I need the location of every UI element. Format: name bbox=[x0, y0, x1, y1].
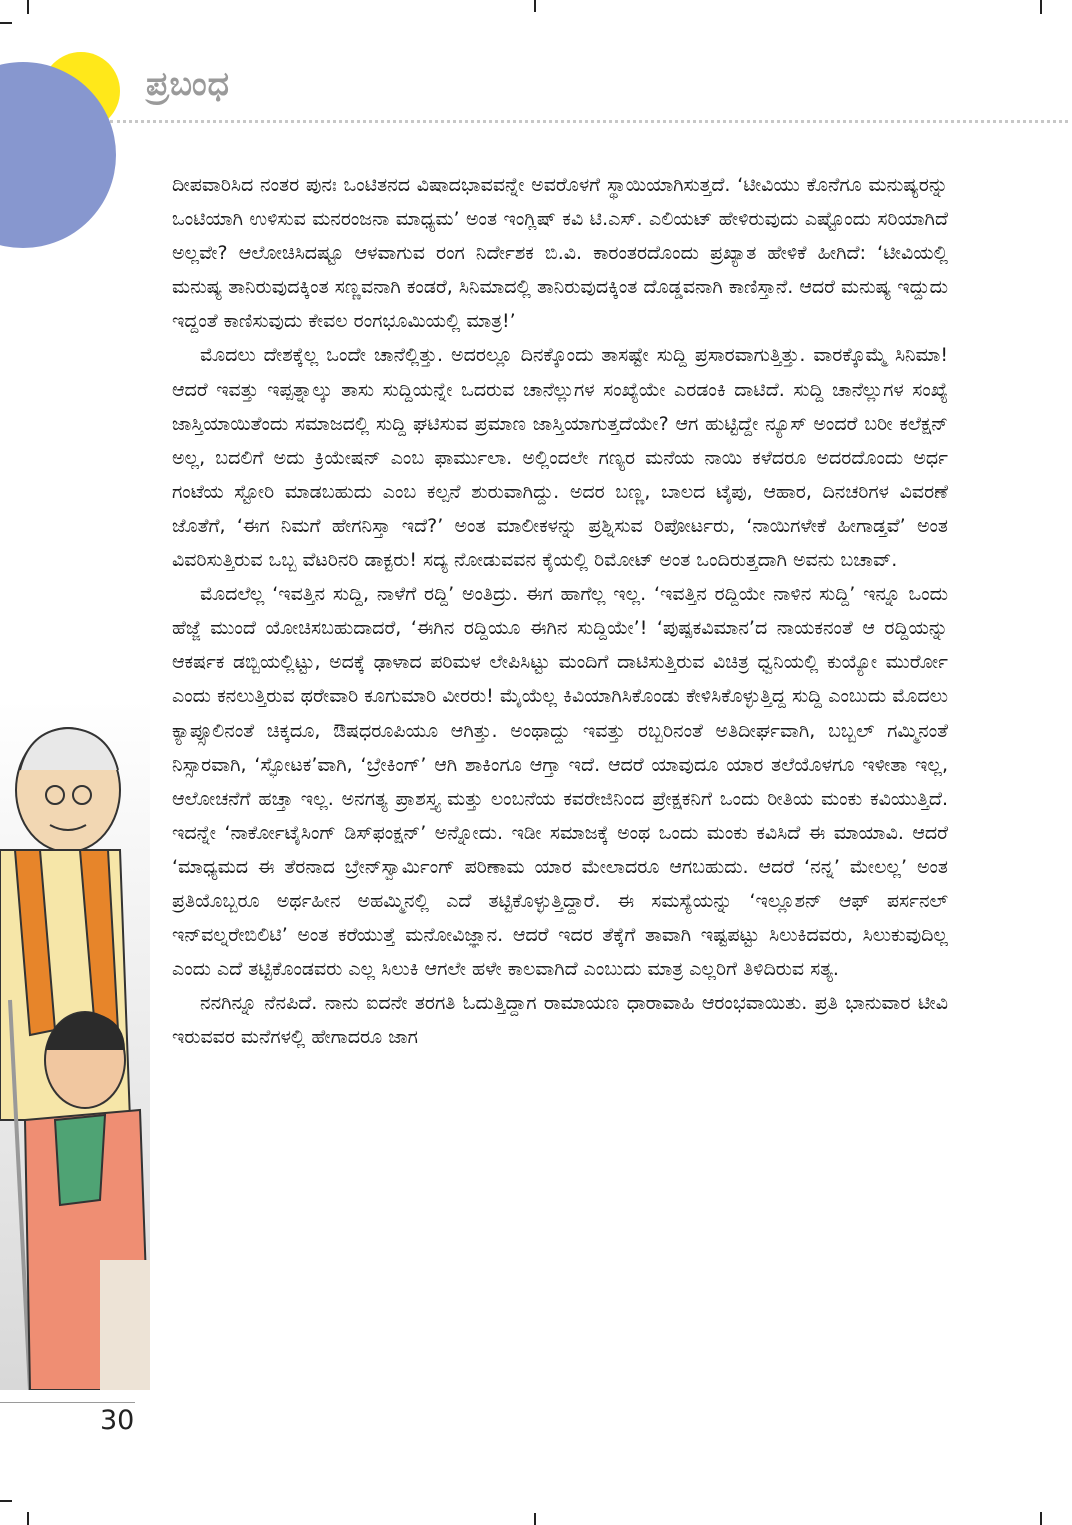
crop-mark bbox=[1040, 0, 1042, 14]
section-title: ಪ್ರಬಂಧ bbox=[146, 64, 230, 103]
paragraph: ದೀಪವಾರಿಸಿದ ನಂತರ ಪುನಃ ಒಂಟಿತನದ ವಿಷಾದಭಾವವನ್ನೇ ಅವರೊಳಗೆ ಸ್ಥಾಯಿಯಾಗಿಸುತ್ತದೆ. ‘ಟೀವಿಯು ಕೊನೆಗೂ ಮನುಷ್ಯರನ್ನು ಒಂಟಿಯಾಗಿ ಉಳಿಸುವ ಮನರಂಜನಾ ಮಾಧ್ಯಮ’ ಅಂತ ಇಂಗ್ಲಿಷ್ ಕವಿ ಟಿ.ಎಸ್. ಎಲಿಯಟ್ ಹೇಳಿರುವುದು ಎಷ್ಟೊಂದು ಸರಿಯಾಗಿದೆ ಅಲ್ಲವೇ? ಆಲೋಚಿಸಿದಷ್ಟೂ ಆಳವಾಗುವ ರಂಗ ನಿರ್ದೇಶಕ ಬಿ.ವಿ. ಕಾರಂತರದೊಂದು ಪ್ರಖ್ಯಾತ ಹೇಳಿಕೆ ಹೀಗಿದೆ: ‘ಟೀವಿಯಲ್ಲಿ ಮನುಷ್ಯ ತಾನಿರುವುದಕ್ಕಿಂತ ಸಣ್ಣವನಾಗಿ ಕಂಡರೆ, ಸಿನಿಮಾದಲ್ಲಿ ತಾನಿರುವುದಕ್ಕಿಂತ ದೊಡ್ಡವನಾಗಿ ಕಾಣಿಸ್ತಾನೆ. ಆದರೆ ಮನುಷ್ಯ ಇದ್ದುದು ಇದ್ದಂತೆ ಕಾಣಿಸುವುದು ಕೇವಲ ರಂಗಭೂಮಿಯಲ್ಲಿ ಮಾತ್ರ!’ bbox=[172, 174, 948, 333]
crop-mark bbox=[534, 1513, 536, 1525]
crop-mark bbox=[534, 0, 536, 12]
crop-mark bbox=[27, 0, 29, 14]
crop-mark bbox=[0, 1500, 12, 1502]
footer-rule bbox=[0, 1402, 135, 1403]
crop-mark bbox=[1040, 1512, 1042, 1525]
paragraph: ಮೊದಲು ದೇಶಕ್ಕೆಲ್ಲ ಒಂದೇ ಚಾನೆಲ್ಲಿತ್ತು. ಅದರಲ್ಲೂ ದಿನಕ್ಕೊಂದು ತಾಸಷ್ಟೇ ಸುದ್ದಿ ಪ್ರಸಾರವಾಗುತ್ತಿತ್ತು. ವಾರಕ್ಕೊಮ್ಮೆ ಸಿನಿಮಾ! ಆದರೆ ಇವತ್ತು ಇಪ್ಪತ್ನಾಲ್ಕು ತಾಸು ಸುದ್ದಿಯನ್ನೇ ಒದರುವ ಚಾನೆಲ್ಲುಗಳ ಸಂಖ್ಯೆಯೇ ಎರಡಂಕಿ ದಾಟಿದೆ. ಸುದ್ದಿ ಚಾನೆಲ್ಲುಗಳ ಸಂಖ್ಯೆ ಜಾಸ್ತಿಯಾಯಿತೆಂದು ಸಮಾಜದಲ್ಲಿ ಸುದ್ದಿ ಘಟಿಸುವ ಪ್ರಮಾಣ ಜಾಸ್ತಿಯಾಗುತ್ತದೆಯೇ? ಆಗ ಹುಟ್ಟಿದ್ದೇ ನ್ಯೂಸ್ ಅಂದರೆ ಬರೀ ಕಲೆಕ್ಷನ್ ಅಲ್ಲ, ಬದಲಿಗೆ ಅದು ಕ್ರಿಯೇಷನ್ ಎಂಬ ಫಾರ್ಮುಲಾ. ಅಲ್ಲಿಂದಲೇ ಗಣ್ಯರ ಮನೆಯ ನಾಯಿ ಕಳೆದರೂ ಅದರದೊಂದು ಅರ್ಧ ಗಂಟೆಯ ಸ್ಟೋರಿ ಮಾಡಬಹುದು ಎಂಬ ಕಲ್ಪನೆ ಶುರುವಾಗಿದ್ದು. ಅದರ ಬಣ್ಣ, ಬಾಲದ ಟೈಪು, ಆಹಾರ, ದಿನಚರಿಗಳ ವಿವರಣೆ ಜೊತೆಗೆ, ‘ಈಗ ನಿಮಗೆ ಹೇಗನಿಸ್ತಾ ಇದೆ?’ ಅಂತ ಮಾಲೀಕಳನ್ನು ಪ್ರಶ್ನಿಸುವ ರಿಪೋರ್ಟರು, ‘ನಾಯಿಗಳೇಕೆ ಹೀಗಾಡ್ತವೆ’ ಅಂತ ವಿವರಿಸುತ್ತಿರುವ ಒಬ್ಬ ವೆಟರಿನರಿ ಡಾಕ್ಟರು! ಸದ್ಯ ನೋಡುವವನ ಕೈಯಲ್ಲಿ ರಿಮೋಟ್ ಅಂತ ಒಂದಿರುತ್ತದಾಗಿ ಅವನು ಬಚಾವ್. bbox=[172, 344, 948, 572]
paragraph: ನನಗಿನ್ನೂ ನೆನಪಿದೆ. ನಾನು ಐದನೇ ತರಗತಿ ಓದುತ್ತಿದ್ದಾಗ ರಾಮಾಯಣ ಧಾರಾವಾಹಿ ಆರಂಭವಾಯಿತು. ಪ್ರತಿ ಭಾನುವಾರ ಟೀವಿ ಇರುವವರ ಮನೆಗಳಲ್ಲಿ ಹೇಗಾದರೂ ಜಾಗ bbox=[172, 992, 948, 1049]
crop-mark bbox=[0, 22, 12, 24]
crop-mark bbox=[27, 1512, 29, 1525]
paragraph: ಮೊದಲೆಲ್ಲ ‘ಇವತ್ತಿನ ಸುದ್ದಿ, ನಾಳೆಗೆ ರದ್ದಿ’ ಅಂತಿದ್ರು. ಈಗ ಹಾಗೆಲ್ಲ ಇಲ್ಲ. ‘ಇವತ್ತಿನ ರದ್ದಿಯೇ ನಾಳಿನ ಸುದ್ದಿ’ ಇನ್ನೂ ಒಂದು ಹೆಜ್ಜೆ ಮುಂದೆ ಯೋಚಿಸಬಹುದಾದರೆ, ‘ಈಗಿನ ರದ್ದಿಯೂ ಈಗಿನ ಸುದ್ದಿಯೇ’! ‘ಪುಷ್ಪಕವಿಮಾನ’ದ ನಾಯಕನಂತೆ ಆ ರದ್ದಿಯನ್ನು ಆಕರ್ಷಕ ಡಬ್ಬಿಯಲ್ಲಿಟ್ಟು, ಅದಕ್ಕೆ ಢಾಳಾದ ಪರಿಮಳ ಲೇಪಿಸಿಟ್ಟು ಮಂದಿಗೆ ದಾಟಿಸುತ್ತಿರುವ ವಿಚಿತ್ರ ಧ್ವನಿಯಲ್ಲಿ ಕುಯ್ಯೋ ಮುರ್ರೋ ಎಂದು ಕನಲುತ್ತಿರುವ ಥರೇವಾರಿ ಕೂಗುಮಾರಿ ವೀರರು! ಮೈಯೆಲ್ಲ ಕಿವಿಯಾಗಿಸಿಕೊಂಡು ಕೇಳಿಸಿಕೊಳ್ಳುತ್ತಿದ್ದ ಸುದ್ದಿ ಎಂಬುದು ಮೊದಲು ಕ್ಯಾಪ್ಸೂಲಿನಂತೆ ಚಿಕ್ಕದೂ, ಔಷಧರೂಪಿಯೂ ಆಗಿತ್ತು. ಅಂಥಾದ್ದು ಇವತ್ತು ರಬ್ಬರಿನಂತೆ ಅತಿದೀರ್ಘವಾಗಿ, ಬಬ್ಬಲ್ ಗಮ್ಮಿನಂತೆ ನಿಸ್ಸಾರವಾಗಿ, ‘ಸ್ಫೋಟಕ’ವಾಗಿ, ‘ಬ್ರೇಕಿಂಗ್’ ಆಗಿ ಶಾಕಿಂಗೂ ಆಗ್ತಾ ಇದೆ. ಆದರೆ ಯಾವುದೂ ಯಾರ ತಲೆಯೊಳಗೂ ಇಳೀತಾ ಇಲ್ಲ, ಆಲೋಚನೆಗೆ ಹಚ್ತಾ ಇಲ್ಲ. ಅನಗತ್ಯ ಪ್ರಾಶಸ್ತ್ಯ ಮತ್ತು ಲಂಬನೆಯ ಕವರೇಜಿನಿಂದ ಪ್ರೇಕ್ಷಕನಿಗೆ ಒಂದು ರೀತಿಯ ಮಂಕು ಕವಿಯುತ್ತಿದೆ. ಇದನ್ನೇ ‘ನಾರ್ಕೋಟೈಸಿಂಗ್ ಡಿಸ್‌ಫಂಕ್ಷನ್’ ಅನ್ನೋದು. ಇಡೀ ಸಮಾಜಕ್ಕೆ ಅಂಥ ಒಂದು ಮಂಕು ಕವಿಸಿದೆ ಈ ಮಾಯಾವಿ. ಆದರೆ ‘ಮಾಧ್ಯಮದ ಈ ತೆರನಾದ ಬ್ರೇನ್‌ಸ್ವಾರ್ಮಿಂಗ್ ಪರಿಣಾಮ ಯಾರ ಮೇಲಾದರೂ ಆಗಬಹುದು. ಆದರೆ ‘ನನ್ನ’ ಮೇಲಲ್ಲ’ ಅಂತ ಪ್ರತಿಯೊಬ್ಬರೂ ಅರ್ಥಹೀನ ಅಹಮ್ಮಿನಲ್ಲಿ ಎದೆ ತಟ್ಟಿಕೊಳ್ಳುತ್ತಿದ್ದಾರೆ. ಈ ಸಮಸ್ಯೆಯನ್ನು ‘ಇಲ್ಲೂಶನ್ ಆಫ್ ಪರ್ಸನಲ್ ಇನ್‌ವಲ್ನರೇಬಿಲಿಟಿ’ ಅಂತ ಕರೆಯುತ್ತೆ ಮನೋವಿಜ್ಞಾನ. ಆದರೆ ಇದರ ತೆಕ್ಕೆಗೆ ತಾವಾಗಿ ಇಷ್ಟಪಟ್ಟು ಸಿಲುಕಿದವರು, ಸಿಲುಕುವುದಿಲ್ಲ ಎಂದು ಎದೆ ತಟ್ಟಿಕೊಂಡವರು ಎಲ್ಲ ಸಿಲುಕಿ ಆಗಲೇ ಹಳೇ ಕಾಲವಾಗಿದೆ ಎಂಬುದು ಮಾತ್ರ ಎಲ್ಲರಿಗೆ ತಿಳಿದಿರುವ ಸತ್ಯ. bbox=[172, 583, 948, 981]
page-number: 30 bbox=[100, 1405, 135, 1436]
article-body bbox=[172, 168, 948, 1054]
header-dotted-rule bbox=[110, 120, 1068, 123]
cartoon-illustration bbox=[0, 700, 150, 1390]
